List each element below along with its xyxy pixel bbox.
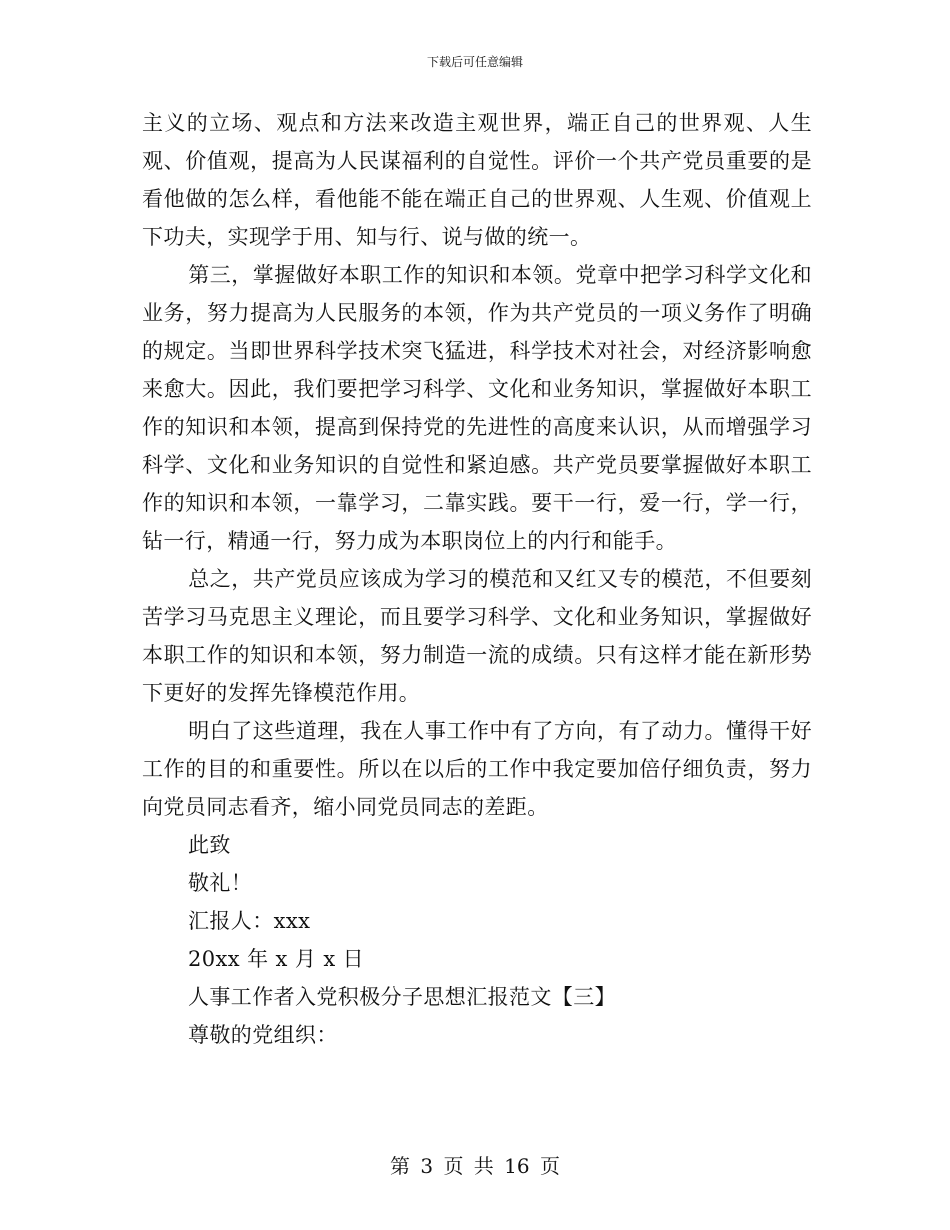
paragraph-summary: 总之，共产党员应该成为学习的模范和又红又专的模范，不但要刻苦学习马克思主义理论，而且要学习科学、文化和业务知识，掌握做好本职工作的知识和本领，努力制造一流的成绩。只有这样才能在新形势下更好的发挥先锋模范作用。 — [142, 567, 812, 705]
date-line: 20xx 年 x 月 x 日 — [188, 947, 365, 971]
section-heading: 人事工作者入党积极分子思想汇报范文【三】 — [188, 985, 616, 1009]
closing-regards: 敬礼！ — [188, 871, 253, 895]
closing-salutation: 此致 — [188, 833, 231, 857]
paragraph-continuation: 主义的立场、观点和方法来改造主观世界，端正自己的世界观、人生观、价值观，提高为人民谋福利的自觉性。评价一个共产党员重要的是看他做的怎么样，看他能不能在端正自己的世界观、人生观、价值观上下功夫，实现学于用、知与行、说与做的统一。 — [142, 111, 812, 249]
paragraph-conclusion: 明白了这些道理，我在人事工作中有了方向，有了动力。懂得干好工作的目的和重要性。所以在以后的工作中我定要加倍仔细负责，努力向党员同志看齐，缩小同党员同志的差距。 — [142, 719, 812, 819]
header-note: 下载后可任意编辑 — [426, 55, 523, 69]
paragraph-third-point: 第三，掌握做好本职工作的知识和本领。党章中把学习科学文化和业务，努力提高为人民服务的本领，作为共产党员的一项义务作了明确的规定。当即世界科学技术突飞猛进，科学技术对社会，对经济影响愈来愈大。因此，我们要把学习科学、文化和业务知识，掌握做好本职工作的知识和本领，提高到保持党的先进性的高度来认识，从而增强学习科学、文化和业务知识的自觉性和紧迫感。共产党员要掌握做好本职工作的知识和本领，一靠学习，二靠实践。要干一行，爱一行，学一行，钻一行，精通一行，努力成为本职岗位上的内行和能手。 — [142, 263, 812, 553]
document-body — [142, 104, 812, 1054]
page-number: 第 3 页 共 16 页 — [390, 1154, 560, 1178]
reporter-line: 汇报人：xxx — [188, 909, 311, 933]
greeting-line: 尊敬的党组织： — [188, 1023, 338, 1047]
